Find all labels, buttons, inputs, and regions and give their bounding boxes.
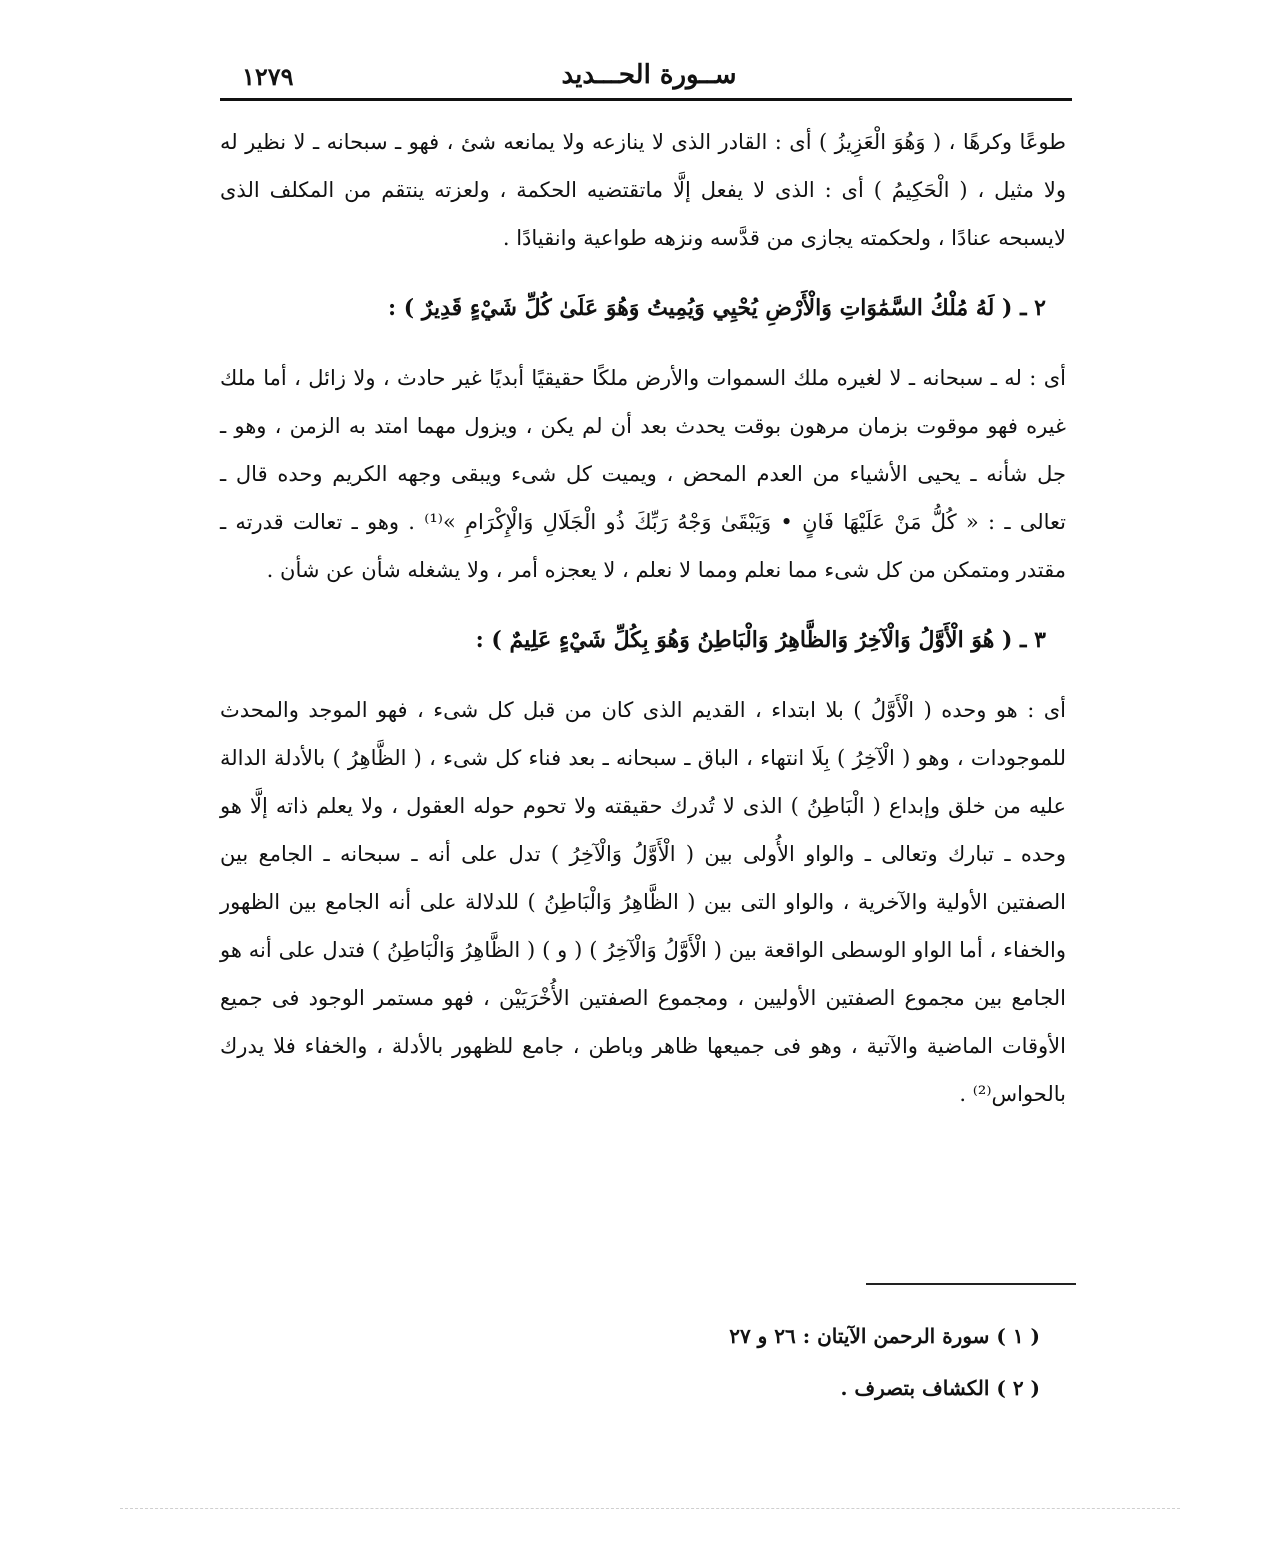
surah-title: ســورة الحـــديد — [561, 60, 737, 90]
scan-edge-line — [120, 1508, 1180, 1510]
page-number: ١٢٧٩ — [242, 62, 294, 91]
paragraph-intro: طوعًا وكرهًا ، ( وَهُوَ الْعَزِيزُ ) أى : القادر الذى لا ينازعه ولا يمانعه شئ ، فهو ـ سبحانه ـ لا نظير له ولا مثيل ، ( الْحَكِيمُ ) أى : الذى لا يفعل إلَّا ماتقتضيه الحكمة ، ولعزته ينتقم من المكلف الذى لايسبحه عنادًا ، ولحكمته يجازى من قدَّسه ونزهه طواعية وانقيادًا . — [220, 130, 1066, 250]
verse-2: ٢ ـ ( لَهُ مُلْكُ السَّمَٰوَاتِ وَالْأَرْضِ يُحْيِي وَيُمِيتُ وَهُوَ عَلَىٰ كُلِّ شَيْءٍ قَدِيرٌ ) : — [388, 295, 1046, 321]
footnote-divider — [866, 1283, 1076, 1285]
running-header — [228, 58, 1070, 98]
paragraph-verse-2-commentary: أى : له ـ سبحانه ـ لا لغيره ملك السموات والأرض ملكًا حقيقيًا أبديًا غير حادث ، ولا زائل ، أما ملك غيره فهو موقوت بزمان مرهون بوقت يحدث بعد أن لم يكن ، ويزول مهما امتد به الزمن ، وهو ـ جل شأنه ـ يحيى الأشياء من العدم المحض ، ويميت كل شىء ويبقى وجهه الكريم وحده قال ـ تعالى ـ : « كُلُّ مَنْ عَلَيْهَا فَانٍ • وَيَبْقَىٰ وَجْهُ رَبِّكَ ذُو الْجَلَالِ وَالْإِكْرَامِ »⁽¹⁾ . وهو ـ تعالت قدرته ـ مقتدر ومتمكن من كل شىء مما نعلم ومما لا نعلم ، لا يعجزه أمر ، ولا يشغله شأن عن شأن . — [220, 366, 1066, 582]
footnotes — [600, 1310, 1040, 1414]
paragraph-verse-3-commentary: أى : هو وحده ( الْأَوَّلُ ) بلا ابتداء ، القديم الذى كان من قبل كل شىء ، فهو الموجد والمحدث للموجودات ، وهو ( الْآخِرُ ) بِلَا انتهاء ، الباق ـ سبحانه ـ بعد فناء كل شىء ، ( الظَّاهِرُ ) بالأدلة الدالة عليه من خلق وإبداع ( الْبَاطِنُ ) الذى لا تُدرك حقيقته ولا تحوم حوله العقول ، ولا يعلم ذاته إلَّا هو وحده ـ تبارك وتعالى ـ والواو الأُولى بين ( الْأَوَّلُ وَالْآخِرُ ) تدل على أنه ـ سبحانه ـ الجامع بين الصفتين الأولية والآخرية ، والواو التى بين ( الظَّاهِرُ وَالْبَاطِنُ ) للدلالة على أنه الجامع بين الظهور والخفاء ، أما الواو الوسطى الواقعة بين ( الْأَوَّلُ وَالْآخِرُ ) ( و ) ( الظَّاهِرُ وَالْبَاطِنُ ) فتدل على أنه هو الجامع بين مجموع الصفتين الأوليين ، ومجموع الصفتين الأُخْرَيَيْن ، فهو مستمر الوجود فى جميع الأوقات الماضية والآتية ، وهو فى جميعها ظاهر وباطن ، جامع للظهور بالأدلة ، والخفاء فلا يدرك بالحواس⁽²⁾ . — [220, 698, 1066, 1106]
header-divider — [220, 98, 1072, 101]
footnote-1: ( ١ ) سورة الرحمن الآيتان : ٢٦ و ٢٧ — [729, 1324, 1040, 1348]
verse-3: ٣ ـ ( هُوَ الْأَوَّلُ وَالْآخِرُ وَالظَّاهِرُ وَالْبَاطِنُ وَهُوَ بِكُلِّ شَيْءٍ عَلِيمٌ ) : — [475, 627, 1046, 653]
footnote-2: ( ٢ ) الكشاف بتصرف . — [840, 1376, 1040, 1400]
body-text — [220, 118, 1066, 1118]
